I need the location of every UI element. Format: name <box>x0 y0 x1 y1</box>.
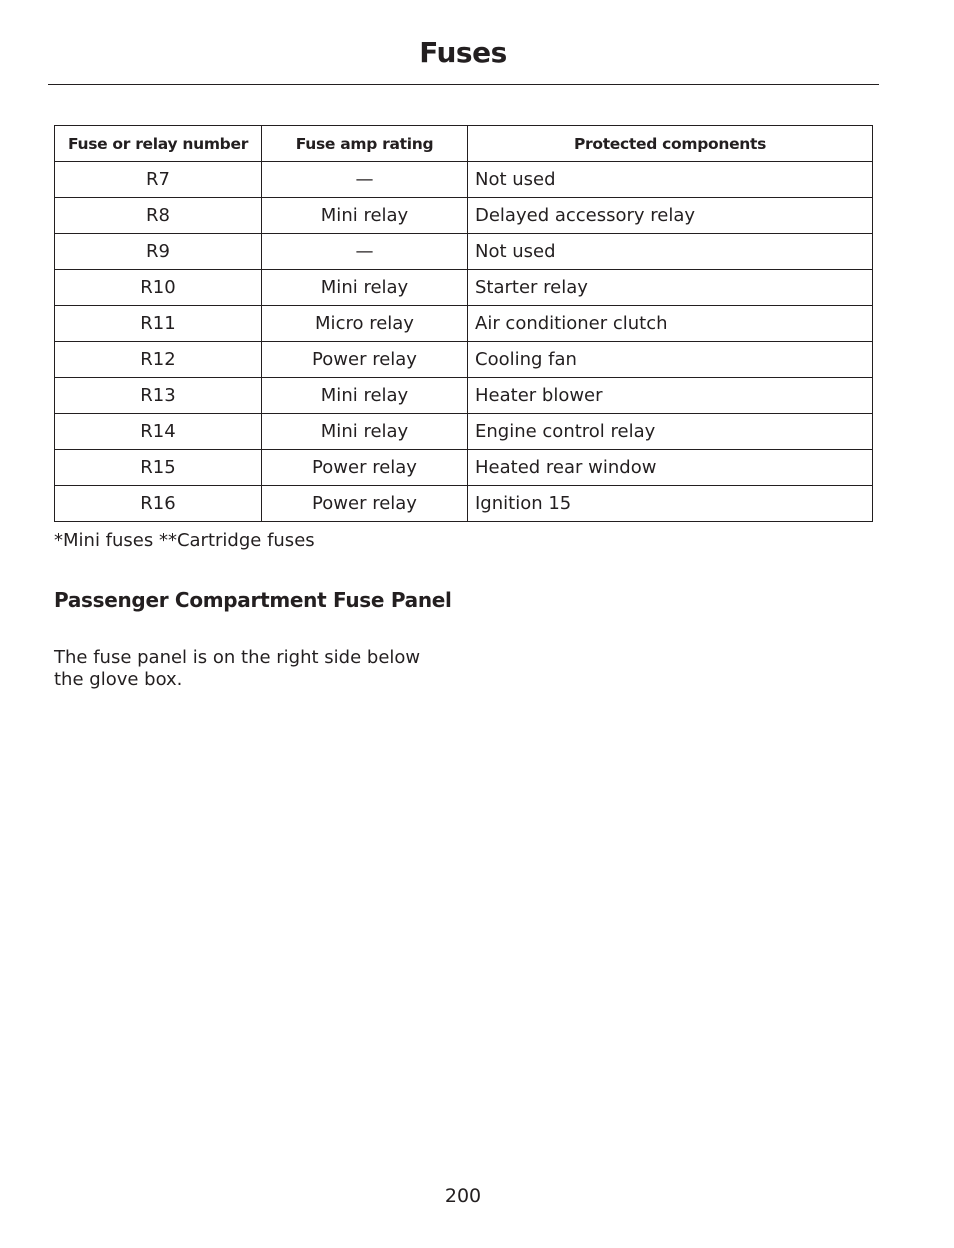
fuse-number-cell: R9 <box>55 234 262 270</box>
table-row <box>55 486 873 522</box>
table-row <box>55 378 873 414</box>
column-header-amp-rating: Fuse amp rating <box>262 126 468 162</box>
table-row <box>55 306 873 342</box>
table-row <box>55 162 873 198</box>
protected-component-cell: Air conditioner clutch <box>468 306 873 342</box>
table-row <box>55 198 873 234</box>
protected-component-cell: Not used <box>468 162 873 198</box>
column-header-fuse-number: Fuse or relay number <box>55 126 262 162</box>
protected-component-cell: Delayed accessory relay <box>468 198 873 234</box>
table-row <box>55 234 873 270</box>
amp-rating-cell: Micro relay <box>262 306 468 342</box>
protected-component-cell: Ignition 15 <box>468 486 873 522</box>
fuse-number-cell: R12 <box>55 342 262 378</box>
table-row <box>55 342 873 378</box>
fuse-number-cell: R7 <box>55 162 262 198</box>
title-divider <box>48 84 879 85</box>
amp-rating-cell: Power relay <box>262 342 468 378</box>
protected-component-cell: Cooling fan <box>468 342 873 378</box>
amp-rating-cell: Mini relay <box>262 378 468 414</box>
section-body-text: The fuse panel is on the right side below the glove box. <box>54 647 421 690</box>
section-heading: Passenger Compartment Fuse Panel <box>54 588 452 612</box>
protected-component-cell: Not used <box>468 234 873 270</box>
amp-rating-cell: Mini relay <box>262 198 468 234</box>
page-title: Fuses <box>419 36 507 69</box>
protected-component-cell: Heated rear window <box>468 450 873 486</box>
table-row <box>55 270 873 306</box>
protected-component-cell: Starter relay <box>468 270 873 306</box>
page-number: 200 <box>444 1185 482 1207</box>
fuse-number-cell: R11 <box>55 306 262 342</box>
fuse-number-cell: R13 <box>55 378 262 414</box>
table-row <box>55 414 873 450</box>
amp-rating-cell: Power relay <box>262 486 468 522</box>
table-row <box>55 450 873 486</box>
fuse-number-cell: R10 <box>55 270 262 306</box>
amp-rating-cell: — <box>262 234 468 270</box>
column-header-protected-components: Protected components <box>468 126 873 162</box>
protected-component-cell: Heater blower <box>468 378 873 414</box>
fuse-table <box>54 125 873 522</box>
table-header-row <box>55 126 873 162</box>
amp-rating-cell: — <box>262 162 468 198</box>
table-footnote: *Mini fuses **Cartridge fuses <box>54 530 315 551</box>
amp-rating-cell: Mini relay <box>262 414 468 450</box>
fuse-number-cell: R8 <box>55 198 262 234</box>
fuse-number-cell: R16 <box>55 486 262 522</box>
fuse-number-cell: R14 <box>55 414 262 450</box>
fuse-number-cell: R15 <box>55 450 262 486</box>
protected-component-cell: Engine control relay <box>468 414 873 450</box>
amp-rating-cell: Mini relay <box>262 270 468 306</box>
amp-rating-cell: Power relay <box>262 450 468 486</box>
